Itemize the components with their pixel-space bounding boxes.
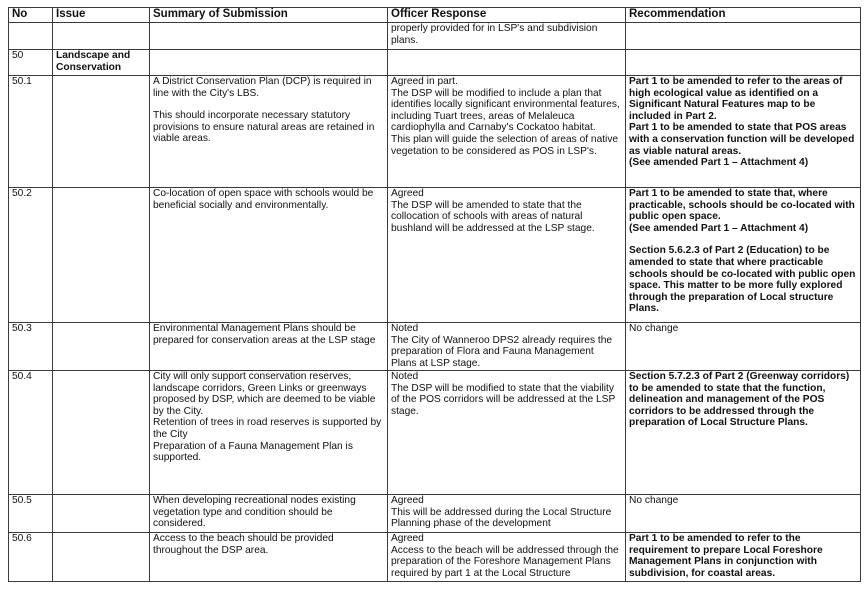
row-recommendation: No change <box>626 323 861 371</box>
section-row <box>9 50 861 76</box>
header-response: Officer Response <box>388 8 626 23</box>
section-no: 50 <box>9 50 53 76</box>
row-summary: Co-location of open space with schools would be beneficial socially and environmentally. <box>150 188 388 323</box>
header-issue: Issue <box>53 8 150 23</box>
row-summary: Access to the beach should be provided throughout the DSP area. <box>150 533 388 582</box>
header-row <box>9 8 861 23</box>
row-no: 50.6 <box>9 533 53 582</box>
table-row <box>9 76 861 188</box>
row-recommendation: Part 1 to be amended to refer to the requirement to prepare Local Foreshore Management Plans in conjunction with subdivision, for coastal areas. <box>626 533 861 582</box>
row-response: Noted The City of Wanneroo DPS2 already requires the preparation of Flora and Fauna Management Plans at LSP stage. <box>388 323 626 371</box>
row-summary: City will only support conservation reserves, landscape corridors, Green Links or greenways proposed by DSP, which are deemed to be viable by the City. Retention of trees in road reserves is supported by the City Preparation of a Fauna Management Plan is supported. <box>150 371 388 495</box>
row-no: 50.5 <box>9 495 53 533</box>
row-no: 50.2 <box>9 188 53 323</box>
table-row <box>9 533 861 582</box>
table-row <box>9 188 861 323</box>
header-recommendation: Recommendation <box>626 8 861 23</box>
header-no: No <box>9 8 53 23</box>
row-no: 50.3 <box>9 323 53 371</box>
row-response: Agreed in part. The DSP will be modified to include a plan that identifies locally significant environmental features, including Tuart trees, areas of Melaleuca cardiophylla and Carnaby's Cockatoo habitat. This plan will guide the selection of areas of native vegetation to be considered as POS in LSP's. <box>388 76 626 188</box>
row-summary: A District Conservation Plan (DCP) is required in line with the City's LBS. This should incorporate necessary statutory provisions to ensure natural areas are retained in viable areas. <box>150 76 388 188</box>
row-recommendation: Section 5.7.2.3 of Part 2 (Greenway corridors) to be amended to state that the function, delineation and management of the POS corridors to be addressed through the preparation of Local Structure Plans. <box>626 371 861 495</box>
row-response: Agreed Access to the beach will be addressed through the preparation of the Foreshore Management Plans required by part 1 at the Local Structure <box>388 533 626 582</box>
submissions-table <box>8 7 861 582</box>
row-no: 50.4 <box>9 371 53 495</box>
row-summary: When developing recreational nodes existing vegetation type and condition should be considered. <box>150 495 388 533</box>
header-summary: Summary of Submission <box>150 8 388 23</box>
row-recommendation: Part 1 to be amended to refer to the areas of high ecological value as identified on a Significant Natural Features map to be included in Part 2. Part 1 to be amended to state that POS areas with a conservation function will be developed as viable natural areas. (See amended Part 1 – Attachment 4) <box>626 76 861 188</box>
table-row <box>9 495 861 533</box>
row-response: Agreed This will be addressed during the Local Structure Planning phase of the development <box>388 495 626 533</box>
table-row <box>9 323 861 371</box>
row-no: 50.1 <box>9 76 53 188</box>
row-recommendation: Part 1 to be amended to state that, where practicable, schools should be co-located with public open space. (See amended Part 1 – Attachment 4) Section 5.6.2.3 of Part 2 (Education) to be amended to state that where practicable schools should be co-located with public open space. This matter to be more fully explored through the preparation of Local structure Plans. <box>626 188 861 323</box>
continuation-row <box>9 23 861 50</box>
row-recommendation: No change <box>626 495 861 533</box>
continuation-response: properly provided for in LSP's and subdivision plans. <box>388 23 626 50</box>
table-row <box>9 371 861 495</box>
row-summary: Environmental Management Plans should be prepared for conservation areas at the LSP stage <box>150 323 388 371</box>
row-response: Noted The DSP will be modified to state that the viability of the POS corridors will be addressed at the LSP stage. <box>388 371 626 495</box>
section-issue: Landscape and Conservation <box>53 50 150 76</box>
row-response: Agreed The DSP will be amended to state that the collocation of schools with areas of natural bushland will be addressed at the LSP stage. <box>388 188 626 323</box>
